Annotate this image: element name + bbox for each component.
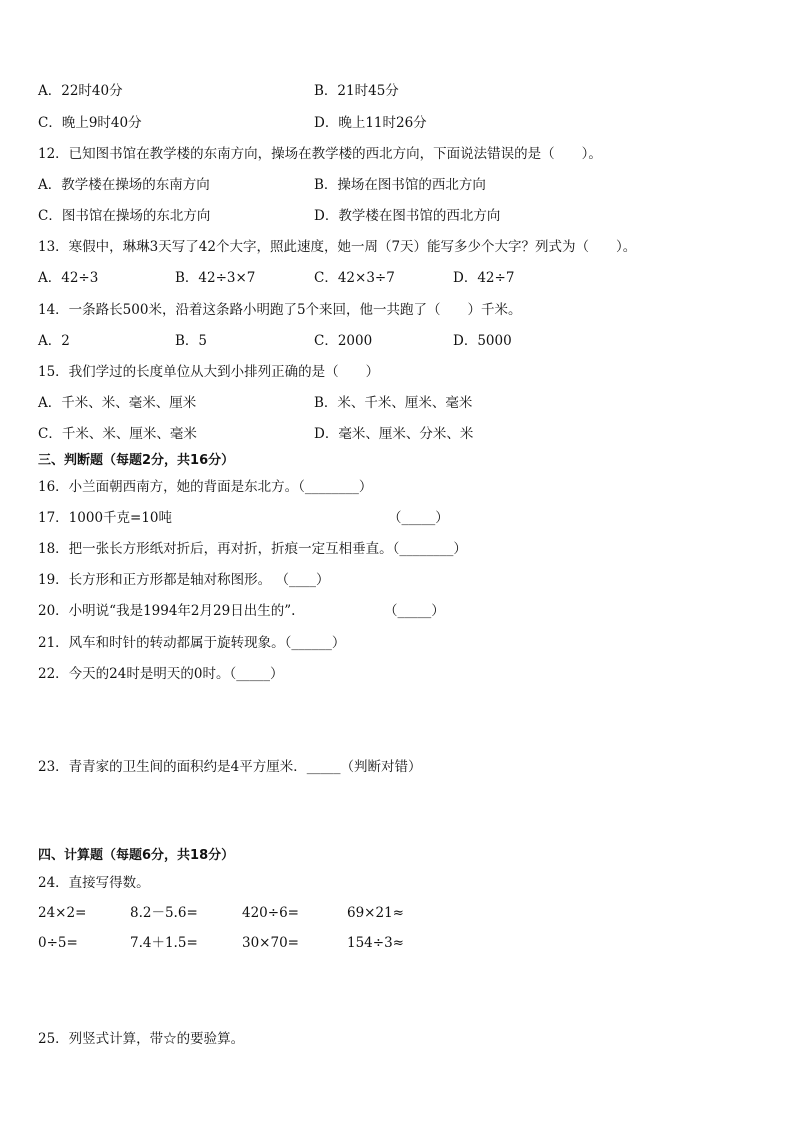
q18: 18．把一张长方形纸对折后，再对折，折痕一定互相垂直。（________） [38, 541, 467, 557]
q12-option-c: C．图书馆在操场的东北方向 [38, 208, 211, 224]
q12-option-d: D．教学楼在图书馆的西北方向 [314, 208, 501, 224]
section-3-heading: 三、判断题（每题2分，共16分） [38, 453, 235, 468]
q20-blank: （_____） [384, 603, 445, 619]
q19: 19．长方形和正方形都是轴对称图形。 （____） [38, 572, 330, 588]
q11-option-c: C．晚上9时40分 [38, 115, 142, 131]
q14-option-c: C．2000 [314, 333, 373, 349]
q12-option-b: B．操场在图书馆的西北方向 [314, 177, 486, 193]
calc-item: 7.4＋1.5= [130, 935, 198, 951]
calc-item: 154÷3≈ [347, 935, 404, 951]
calc-item: 8.2－5.6= [130, 905, 198, 921]
q15-stem: 15．我们学过的长度单位从大到小排列正确的是（ ） [38, 364, 380, 380]
q23: 23．青青家的卫生间的面积约是4平方厘米．_____（判断对错） [38, 759, 422, 775]
q14-option-d: D．5000 [453, 333, 512, 349]
q14-option-b: B．5 [175, 333, 208, 349]
q12-option-a: A．教学楼在操场的东南方向 [38, 177, 210, 193]
q22: 22．今天的24时是明天的0时。（_____） [38, 666, 284, 682]
calc-row-2 [38, 934, 758, 952]
q15-option-d: D．毫米、厘米、分米、米 [314, 426, 474, 442]
calc-item: 30×70= [242, 935, 299, 951]
q13-stem: 13．寒假中，琳琳3天写了42个大字，照此速度，她一周（7天）能写多少个大字？列式为（ ）。 [38, 239, 637, 255]
q11-option-b: B．21时45分 [314, 83, 399, 99]
section-4-heading: 四、计算题（每题6分，共18分） [38, 848, 235, 863]
q21: 21．风车和时针的转动都属于旋转现象。（______） [38, 635, 346, 651]
q14-stem: 14．一条路长500米，沿着这条路小明跑了5个来回，他一共跑了（ ）千米。 [38, 302, 522, 318]
q20-text: 20．小明说“我是1994年2月29日出生的”. [38, 603, 296, 619]
calc-item: 24×2= [38, 905, 87, 921]
q13-option-d: D．42÷7 [453, 270, 515, 286]
q17-blank: （_____） [388, 510, 449, 526]
q15-option-c: C．千米、米、厘米、毫米 [38, 426, 197, 442]
q25-stem: 25．列竖式计算，带☆的要验算。 [38, 1031, 245, 1047]
q17-text: 17．1000千克=10吨 [38, 510, 173, 526]
q24-stem: 24．直接写得数。 [38, 875, 150, 891]
calc-row-1 [38, 904, 758, 922]
q15-option-a: A．千米、米、毫米、厘米 [38, 395, 197, 411]
calc-item: 420÷6= [242, 905, 299, 921]
calc-item: 0÷5= [38, 935, 78, 951]
q11-option-d: D．晚上11时26分 [314, 115, 427, 131]
q11-option-a: A．22时40分 [38, 83, 123, 99]
calc-item: 69×21≈ [347, 905, 404, 921]
q12-stem: 12．已知图书馆在教学楼的东南方向，操场在教学楼的西北方向，下面说法错误的是（ ）。 [38, 146, 602, 162]
q13-option-a: A．42÷3 [38, 270, 99, 286]
q15-option-b: B．米、千米、厘米、毫米 [314, 395, 473, 411]
q13-option-b: B．42÷3×7 [175, 270, 256, 286]
q14-option-a: A．2 [38, 333, 70, 349]
q13-option-c: C．42×3÷7 [314, 270, 395, 286]
q16: 16．小兰面朝西南方，她的背面是东北方。（________） [38, 479, 373, 495]
